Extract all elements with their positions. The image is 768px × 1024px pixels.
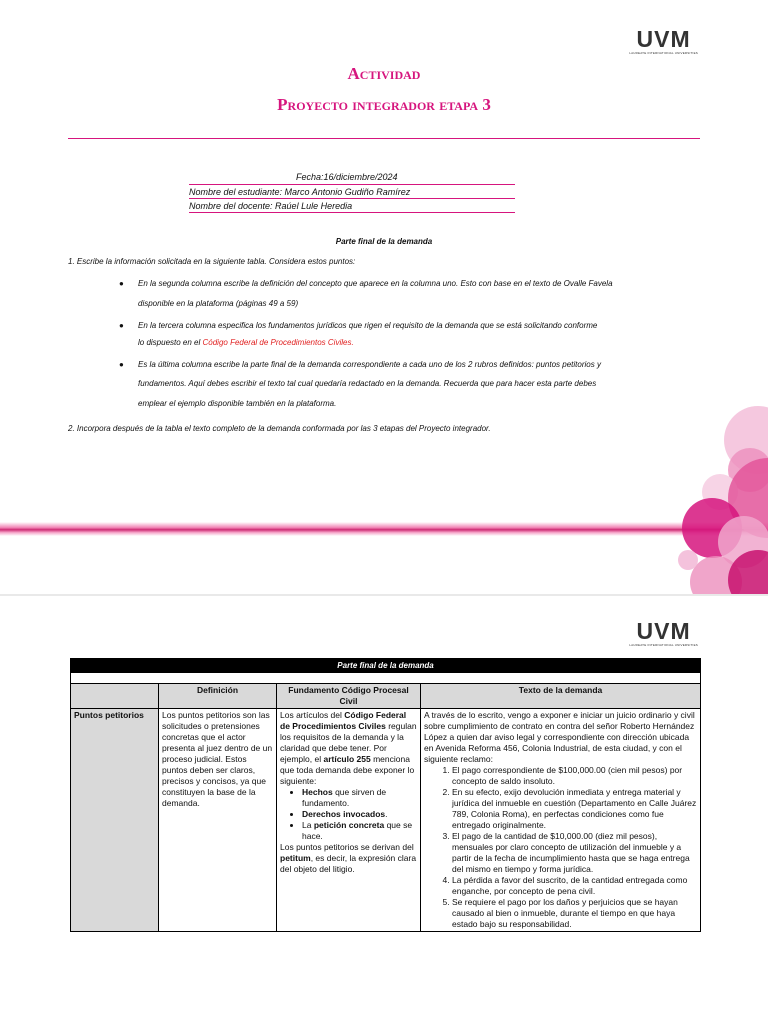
fund-bold: artículo 255 <box>323 754 371 764</box>
cell-fundamento <box>277 709 421 932</box>
logo-tagline: LAUREATE INTERNATIONAL UNIVERSITIES <box>629 643 698 647</box>
uvm-logo <box>629 620 698 647</box>
bullet-3-line-1: Es la última columna escribe la parte final de la demanda correspondiente a cada uno de los 2 rubros definidos: puntos petitorios y <box>138 360 601 369</box>
bullet-1-line-2: disponible en la plataforma (páginas 49 a 59) <box>138 299 299 308</box>
fund-text: , es decir, la expresión clara del objeto del litigio. <box>280 853 417 874</box>
student-name-field: Nombre del estudiante: Marco Antonio Gudiño Ramírez <box>189 186 515 199</box>
list-item: 3. El pago de la cantidad de $10,000.00 (diez mil pesos), mensuales por claro concepto de utilización del inmueble y a partir de la fecha de incumplimiento hasta que se haga entrega del mismo en tiempo y forma jurídica. <box>452 831 697 875</box>
fund-text: menciona que toda demanda debe exponer lo siguiente: <box>280 754 415 786</box>
table-spacer-row <box>71 673 701 684</box>
document-page-2 <box>0 596 768 1024</box>
date-field: Fecha:16/diciembre/2024 <box>296 172 398 182</box>
bullet-2-text: lo dispuesto en el <box>138 338 203 347</box>
list-item-bold: Derechos invocados <box>302 809 386 819</box>
list-item: 4. La pérdida a favor del suscrito, de la cantidad entregada como enganche, por concepto de pena civil. <box>452 875 697 897</box>
list-item-text: . <box>385 809 388 819</box>
page-title: Actividad <box>347 64 421 83</box>
instruction-1: 1. Escribe la información solicitada en la siguiente tabla. Considera estos puntos: <box>68 257 356 266</box>
header-fundamento: Fundamento Código Procesal Civil <box>277 684 421 709</box>
reclamo-list <box>424 765 697 930</box>
fund-text: regulan los requisitos de la demanda y la claridad que debe tener. Por ejemplo, el <box>280 721 417 764</box>
codigo-federal-link[interactable]: Código Federal de Procedimientos Civiles. <box>202 338 354 347</box>
title-divider <box>68 138 700 139</box>
bullet-2-line-1: En la tercera columna especifica los fundamentos jurídicos que rigen el requisito de la demanda que se está solicitando conforme <box>138 321 598 330</box>
bullet-2-line-2 <box>138 333 354 353</box>
list-item-bold: petición concreta <box>313 820 385 830</box>
list-item <box>302 820 417 842</box>
bullet-dot: ● <box>119 321 124 330</box>
logo-tagline: LAUREATE INTERNATIONAL UNIVERSITIES <box>629 51 698 55</box>
bullet-dot: ● <box>119 279 124 288</box>
bullet-1-line-1: En la segunda columna escribe la definición del concepto que aparece en la columna uno. Esto con base en el texto de Ovalle Favela <box>138 279 613 288</box>
fund-list <box>280 787 417 842</box>
uvm-logo <box>629 28 698 55</box>
instruction-2: 2. Incorpora después de la tabla el texto completo de la demanda conformada por las 3 etapas del Proyecto integrador. <box>68 424 491 433</box>
logo-word: UVM <box>636 618 691 644</box>
cell-texto-demanda <box>421 709 701 932</box>
row-label-puntos-petitorios: Puntos petitorios <box>71 709 159 932</box>
header-definicion: Definición <box>159 684 277 709</box>
table-row <box>71 709 701 932</box>
fund-bold: Código Federal de Procedimientos Civiles <box>280 710 407 731</box>
list-item: 2. En su efecto, exijo devolución inmediata y entrega material y jurídica del inmueble en cuestión (Departamento en Calle Juárez 789, Colonia Roma), en perfectas condiciones como fue entregado originalmente. <box>452 787 697 831</box>
table-title: Parte final de la demanda <box>71 659 701 673</box>
texto-intro: A través de lo escrito, vengo a exponer e iniciar un juicio ordinario y civil sobre cumplimiento de contrato en contra del señor Roberto Hernández López a quien dar aviso legal y correspondiente con dirección ubicada en Avenida Reforma 456, Colonia Industrial, de esta ciudad, y con el siguiente reclamo: <box>424 710 695 764</box>
fund-bold: petitum <box>280 853 311 863</box>
list-item <box>302 809 417 820</box>
logo-word: UVM <box>636 26 691 52</box>
cell-definicion: Los puntos petitorios son las solicitudes o pretensiones concretas que el actor presenta al juez dentro de un proceso judicial. Estos puntos deben ser claros, precisos y concisos, ya que constituyen la base de la demanda. <box>159 709 277 932</box>
header-empty-cell <box>71 684 159 709</box>
list-item-bold: Hechos <box>302 787 333 797</box>
list-item: 1. El pago correspondiente de $100,000.00 (cien mil pesos) por concepto de saldo insoluto. <box>452 765 697 787</box>
decorative-circles <box>640 400 768 594</box>
list-item-text: que sirven de fundamento. <box>302 787 387 808</box>
bullet-3-line-2: fundamentos. Aquí debes escribir el texto tal cual quedaría redactado en la demanda. Recuerda que para hacer esta parte debes <box>138 379 597 388</box>
bullet-dot: ● <box>119 360 124 369</box>
list-item <box>302 787 417 809</box>
demanda-table <box>70 658 701 932</box>
date-underline <box>189 184 515 185</box>
list-item-text: La <box>302 820 314 830</box>
page-subtitle: Proyecto integrador etapa 3 <box>277 95 491 114</box>
fund-text: Los puntos petitorios se derivan del <box>280 842 414 852</box>
header-texto: Texto de la demanda <box>421 684 701 709</box>
list-item-text: que se hace. <box>302 820 413 841</box>
teacher-name-field: Nombre del docente: Raúel Lule Heredia <box>189 200 515 213</box>
bullet-3-line-3: emplear el ejemplo disponible también en la plataforma. <box>138 399 337 408</box>
list-item: 5. Se requiere el pago por los daños y perjuicios que se hayan causado al bien o inmueble, durante el tiempo en que haya estado bajo su responsabilidad. <box>452 897 697 930</box>
section-heading: Parte final de la demanda <box>335 237 433 246</box>
fund-text: Los artículos del <box>280 710 345 720</box>
